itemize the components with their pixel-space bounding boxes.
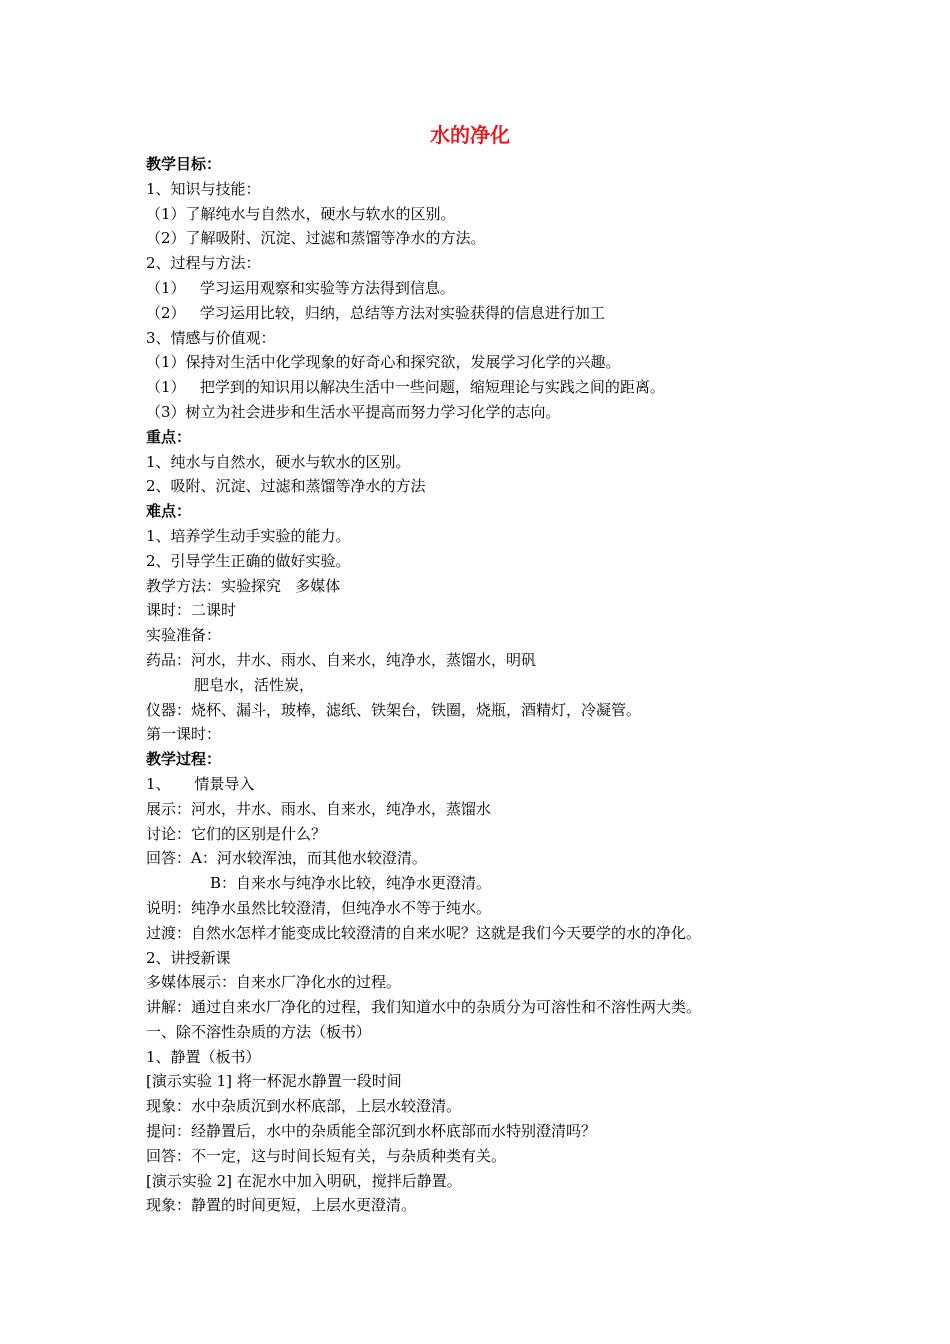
text-line: 1、知识与技能：	[146, 179, 261, 198]
text-line: 1、培养学生动手实验的能力。	[146, 526, 351, 545]
text-line: 肥皂水，活性炭，	[194, 675, 315, 694]
text-line: 2、讲授新课	[146, 948, 231, 967]
text-line: （2） 学习运用比较，归纳，总结等方法对实验获得的信息进行加工	[146, 303, 605, 322]
text-line: 过渡：自然水怎样才能变成比较澄清的自来水呢？这就是我们今天要学的水的净化。	[146, 923, 702, 942]
text-line: （1） 把学到的知识用以解决生活中一些问题，缩短理论与实践之间的距离。	[146, 378, 665, 397]
text-line: 现象：水中杂质沉到水杯底部，上层水较澄清。	[146, 1097, 462, 1116]
text-line: 2、引导学生正确的做好实验。	[146, 551, 351, 570]
text-line: 1、 情景导入	[146, 774, 255, 793]
document-body	[146, 152, 826, 1218]
text-line: （1）保持对生活中化学现象的好奇心和探究欲，发展学习化学的兴趣。	[146, 353, 621, 372]
text-line: 一、除不溶性杂质的方法（板书）	[146, 1022, 372, 1041]
text-line: 仪器：烧杯、漏斗，玻棒，滤纸、铁架台，铁圈，烧瓶，酒精灯，冷凝管。	[146, 700, 642, 719]
text-line: 药品：河水，井水、雨水、自来水，纯净水，蒸馏水，明矾	[146, 650, 537, 669]
text-line: 1、纯水与自然水，硬水与软水的区别。	[146, 452, 411, 471]
text-line: 3、情感与价值观：	[146, 328, 276, 347]
text-line: （1）了解纯水与自然水，硬水与软水的区别。	[146, 204, 456, 223]
text-line: 展示：河水，井水、雨水、自来水，纯净水，蒸馏水	[146, 799, 492, 818]
text-line: （3）树立为社会进步和生活水平提高而努力学习化学的志向。	[146, 402, 561, 421]
text-line: [演示实验 2] 在泥水中加入明矾，搅拌后静置。	[146, 1171, 462, 1190]
document-title: 水的净化	[430, 123, 510, 147]
text-line: 现象：静置的时间更短，上层水更澄清。	[146, 1196, 417, 1215]
text-line: 教学方法：实验探究 多媒体	[146, 576, 341, 595]
text-line: 讲解：通过自来水厂净化的过程，我们知道水中的杂质分为可溶性和不溶性两大类。	[146, 998, 702, 1017]
text-line: （2）了解吸附、沉淀、过滤和蒸馏等净水的方法。	[146, 229, 486, 248]
text-line: 回答：A：河水较浑浊，而其他水较澄清。	[146, 849, 427, 868]
text-line: （1） 学习运用观察和实验等方法得到信息。	[146, 278, 455, 297]
section-heading: 教学目标：	[146, 155, 222, 173]
text-line: 第一课时：	[146, 725, 222, 744]
text-line: 回答：不一定，这与时间长短有关，与杂质种类有关。	[146, 1146, 507, 1165]
document-page	[146, 118, 826, 1218]
text-line: 讨论：它们的区别是什么？	[146, 824, 327, 843]
text-line: 实验准备：	[146, 626, 222, 645]
section-heading: 重点：	[146, 427, 192, 446]
text-line: 课时：二课时	[146, 601, 237, 620]
text-line: 提问：经静置后，水中的杂质能全部沉到水杯底部而水特别澄清吗？	[146, 1122, 597, 1141]
text-line: 2、过程与方法：	[146, 254, 261, 273]
text-line: 说明：纯净水虽然比较澄清，但纯净水不等于纯水。	[146, 898, 492, 917]
text-line: 多媒体展示：自来水厂净化水的过程。	[146, 973, 402, 992]
text-line: 1、静置（板书）	[146, 1047, 261, 1066]
section-heading: 教学过程：	[146, 750, 222, 769]
section-heading: 难点：	[146, 502, 192, 521]
text-line: B：自来水与纯净水比较，纯净水更澄清。	[210, 874, 492, 893]
text-line: [演示实验 1] 将一杯泥水静置一段时间	[146, 1072, 402, 1091]
text-line: 2、吸附、沉淀、过滤和蒸馏等净水的方法	[146, 477, 426, 496]
